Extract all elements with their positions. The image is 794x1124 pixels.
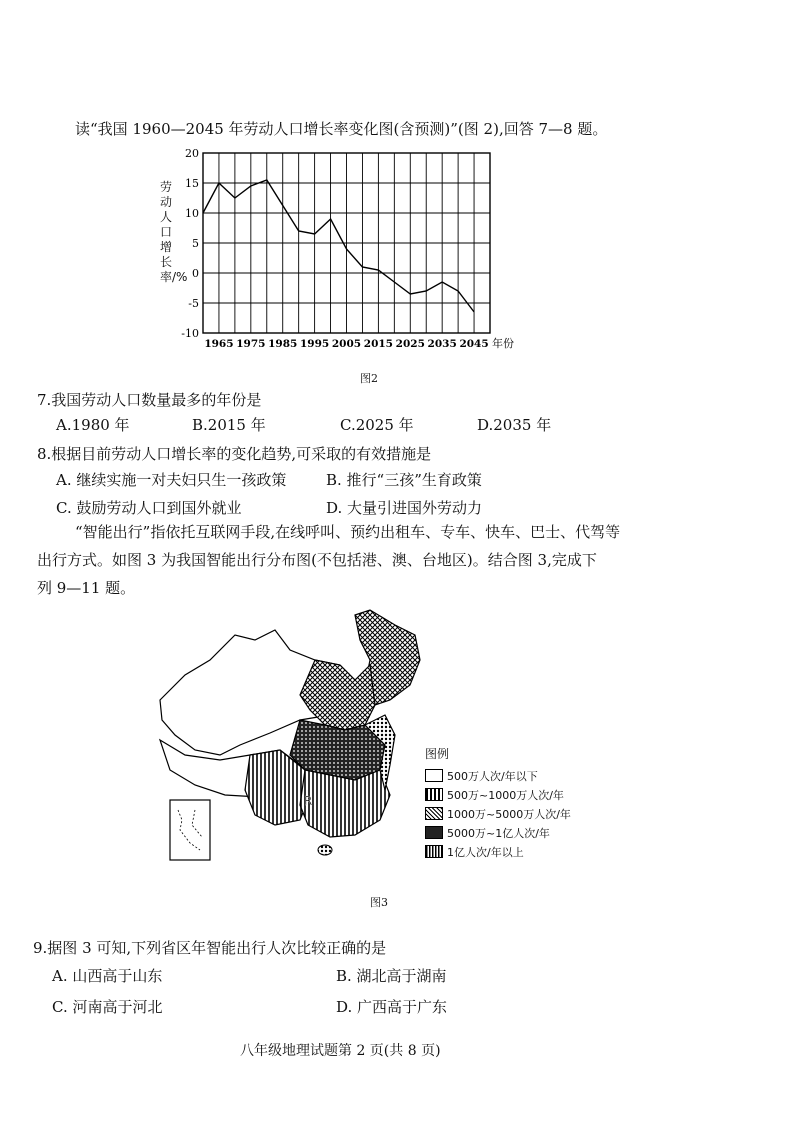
- legend-swatch-3: [425, 807, 443, 820]
- x-tick-label: 1975: [236, 338, 266, 350]
- legend-title: 图例: [425, 747, 450, 761]
- intro3-line3: 列 9—11 题。: [37, 579, 136, 597]
- q9-option-d: D. 广西高于广东: [336, 998, 448, 1016]
- x-tick-label: 2045: [459, 338, 489, 350]
- legend-swatch-2: [425, 788, 443, 801]
- q7-option-d: D.2035 年: [477, 416, 552, 434]
- map-marker-r: R: [304, 794, 313, 808]
- q7-option-c: C.2025 年: [340, 416, 414, 434]
- x-tick-label: 1995: [299, 338, 330, 350]
- map-legend: [425, 745, 571, 861]
- legend-swatch-1: [425, 769, 443, 782]
- q7-option-b: B.2015 年: [192, 416, 266, 434]
- q8-option-b: B. 推行“三孩”生育政策: [326, 471, 482, 489]
- y-tick-label: -5: [188, 297, 199, 310]
- x-tick-label: 1985: [268, 338, 298, 350]
- legend-swatch-5: [425, 845, 443, 858]
- intro3-line2: 出行方式。如图 3 为我国智能出行分布图(不包括港、澳、台地区)。结合图 3,完成下: [37, 551, 597, 569]
- legend-label-1: 500万人次/年以下: [447, 769, 538, 783]
- y-tick-label: 20: [185, 148, 199, 160]
- legend-item-4: [425, 823, 571, 842]
- map-figure: [140, 605, 600, 885]
- legend-item-3: [425, 804, 571, 823]
- intro3-line1: “智能出行”指依托互联网手段,在线呼叫、预约出租车、专车、快车、巴士、代驾等: [75, 523, 621, 541]
- legend-label-5: 1亿人次/年以上: [447, 845, 524, 859]
- map-hainan: [318, 845, 332, 855]
- q9-stem: 9.据图 3 可知,下列省区年智能出行人次比较正确的是: [33, 939, 387, 957]
- y-tick-label: 10: [185, 207, 199, 220]
- q8-option-a: A. 继续实施一对夫妇只生一孩政策: [56, 471, 287, 489]
- q8-stem: 8.根据目前劳动人口增长率的变化趋势,可采取的有效措施是: [37, 445, 432, 463]
- y-tick-label: 15: [185, 177, 199, 190]
- y-tick-label: 5: [192, 237, 199, 250]
- line-chart: [145, 148, 535, 358]
- x-tick-label: 2025: [395, 338, 425, 350]
- fig3-caption: 图3: [370, 896, 388, 909]
- legend-item-1: [425, 766, 571, 785]
- legend-label-3: 1000万~5000万人次/年: [447, 807, 571, 821]
- legend-item-2: [425, 785, 571, 804]
- y-tick-label: 0: [192, 267, 199, 280]
- q7-stem: 7.我国劳动人口数量最多的年份是: [37, 391, 262, 409]
- page-footer: 八年级地理试题第 2 页(共 8 页): [240, 1043, 441, 1059]
- q8-option-d: D. 大量引进国外劳动力: [326, 499, 483, 517]
- legend-label-4: 5000万~1亿人次/年: [447, 826, 550, 840]
- legend-item-5: [425, 842, 571, 861]
- fig2-caption: 图2: [360, 372, 378, 385]
- q9-option-a: A. 山西高于山东: [52, 967, 163, 985]
- series-line: [203, 180, 474, 312]
- y-axis-label: 劳动人口增长率/%: [160, 180, 188, 284]
- map-south: [300, 770, 390, 837]
- x-axis-label: 年份: [492, 337, 514, 350]
- x-tick-label: 2035: [427, 338, 457, 350]
- intro-fig2: 读“我国 1960—2045 年劳动人口增长率变化图(含预测)”(图 2),回答 7—8 题。: [75, 120, 608, 138]
- y-tick-label: -10: [181, 327, 199, 340]
- x-tick-label: 1965: [204, 338, 234, 350]
- q9-option-c: C. 河南高于河北: [52, 998, 163, 1016]
- south-sea-inset: [170, 800, 210, 860]
- map-north: [300, 660, 375, 730]
- x-tick-label: 2015: [363, 338, 394, 350]
- q8-option-c: C. 鼓励劳动人口到国外就业: [56, 499, 242, 517]
- q9-option-b: B. 湖北高于湖南: [336, 967, 447, 985]
- chart-container: [145, 148, 535, 358]
- legend-swatch-4: [425, 826, 443, 839]
- legend-label-2: 500万~1000万人次/年: [447, 788, 564, 802]
- q7-option-a: A.1980 年: [56, 416, 130, 434]
- x-tick-label: 2005: [331, 338, 362, 350]
